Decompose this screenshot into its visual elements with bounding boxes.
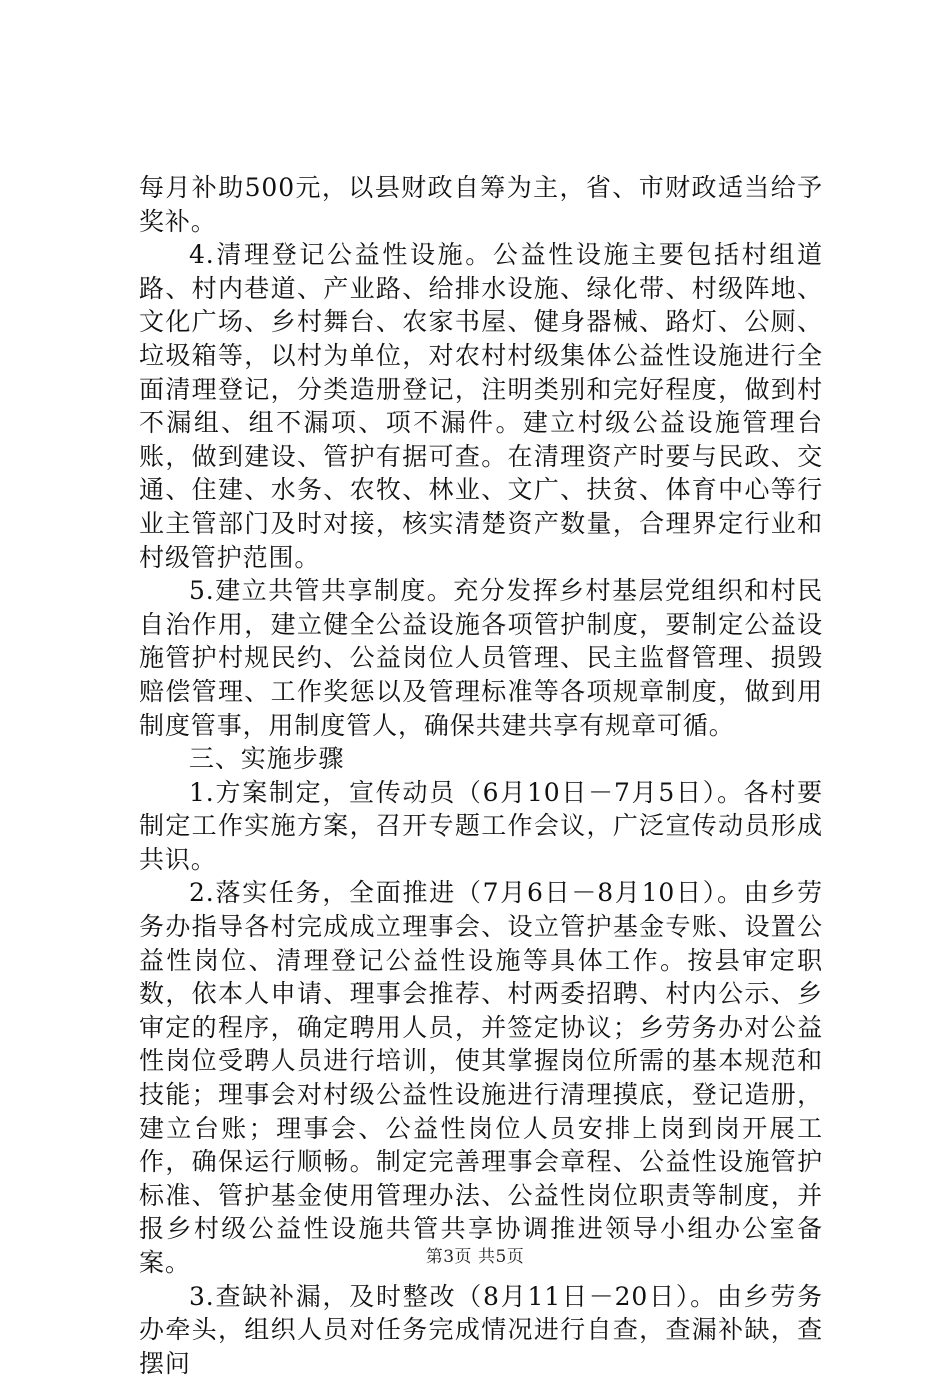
section-heading-implementation-steps: 三、实施步骤 — [189, 744, 345, 774]
document-body — [139, 171, 823, 1380]
paragraph-step-1: 1.方案制定，宣传动员（6月10日－7月5日）。各村要制定工作实施方案，召开专题工作会议，广泛宣传动员形成共识。 — [139, 777, 823, 874]
paragraph-subsidy-end: 每月补助500元，以县财政自筹为主，省、市财政适当给予奖补。 — [139, 173, 823, 236]
page-footer — [0, 1245, 950, 1269]
page-number: 第3页 共5页 — [425, 1247, 525, 1267]
paragraph-step-2: 2.落实任务，全面推进（7月6日－8月10日）。由乡劳务办指导各村完成成立理事会、设立管护基金专账、设置公益性岗位、清理登记公益性设施等具体工作。按县审定职数，依本人申请、理事会推荐、村两委招聘、村内公示、乡审定的程序，确定聘用人员，并签定协议；乡劳务办对公益性岗位受聘人员进行培训，使其掌握岗位所需的基本规范和技能；理事会对村级公益性设施进行清理摸底，登记造册，建立台账；理事会、公益性岗位人员安排上岗到岗开展工作，确保运行顺畅。制定完善理事会章程、公益性设施管护标准、管护基金使用管理办法、公益性岗位职责等制度，并报乡村级公益性设施共管共享协调推进领导小组办公室备案。 — [139, 878, 823, 1277]
paragraph-shared-management: 5.建立共管共享制度。充分发挥乡村基层党组织和村民自治作用，建立健全公益设施各项管护制度，要制定公益设施管护村规民约、公益岗位人员管理、民主监督管理、损毁赔偿管理、工作奖惩以及管理标准等各项规章制度，做到用制度管事，用制度管人，确保共建共享有规章可循。 — [139, 576, 823, 740]
paragraph-facility-registration: 4.清理登记公益性设施。公益性设施主要包括村组道路、村内巷道、产业路、给排水设施、绿化带、村级阵地、文化广场、乡村舞台、农家书屋、健身器械、路灯、公厕、垃圾箱等，以村为单位，对农村村级集体公益性设施进行全面清理登记，分类造册登记，注明类别和完好程度，做到村不漏组、组不漏项、项不漏件。建立村级公益设施管理台账，做到建设、管护有据可查。在清理资产时要与民政、交通、住建、水务、农牧、林业、文广、扶贫、体育中心等行业主管部门及时对接，核实清楚资产数量，合理界定行业和村级管护范围。 — [139, 240, 823, 572]
paragraph-step-3: 3.查缺补漏，及时整改（8月11日－20日）。由乡劳务办牵头，组织人员对任务完成情况进行自查，查漏补缺，查摆问 — [139, 1281, 823, 1378]
